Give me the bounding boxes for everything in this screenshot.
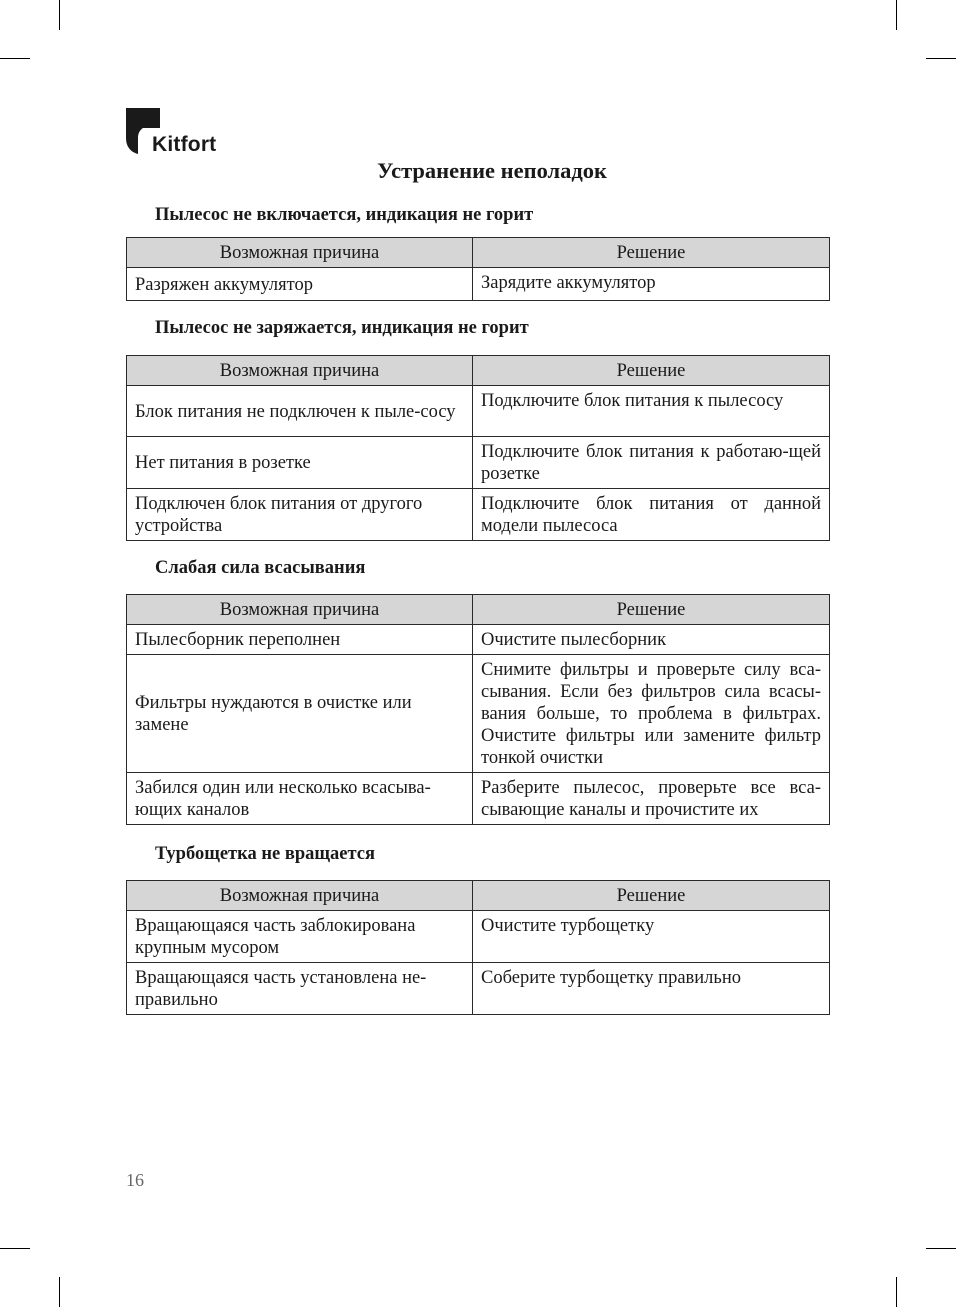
column-header-solution: Решение (473, 238, 830, 268)
section-title: Пылесос не включается, индикация не горит (155, 205, 534, 225)
solution-cell: Соберите турбощетку правильно (473, 963, 830, 1015)
table-row (127, 268, 830, 301)
table-header-row (127, 881, 830, 911)
table-row (127, 655, 830, 773)
crop-mark (59, 1277, 60, 1307)
crop-mark (926, 1248, 956, 1249)
troubleshooting-table (126, 880, 830, 1015)
brand-logo (126, 108, 236, 160)
cause-cell: Блок питания не подключен к пыле-сосу (127, 386, 473, 437)
table-row (127, 437, 830, 489)
column-header-cause: Возможная причина (127, 356, 473, 386)
cause-cell: Разряжен аккумулятор (127, 268, 473, 301)
solution-cell: Разберите пылесос, проверьте все вса-сывающие каналы и прочистите их (473, 773, 830, 825)
page-title: Устранение неполадок (377, 158, 607, 183)
table-row (127, 963, 830, 1015)
troubleshooting-table (126, 355, 830, 541)
table-row (127, 625, 830, 655)
cause-cell: Подключен блок питания от другого устройства (127, 489, 473, 541)
table-row (127, 911, 830, 963)
column-header-solution: Решение (473, 356, 830, 386)
cause-cell: Забился один или несколько всасыва-ющих каналов (127, 773, 473, 825)
page-number: 16 (126, 1170, 144, 1190)
brand-name: Kitfort (152, 133, 217, 156)
table-header-row (127, 238, 830, 268)
section-title: Турбощетка не вращается (155, 844, 376, 864)
column-header-cause: Возможная причина (127, 881, 473, 911)
cause-cell: Вращающаяся часть установлена не-правильно (127, 963, 473, 1015)
column-header-solution: Решение (473, 881, 830, 911)
column-header-cause: Возможная причина (127, 595, 473, 625)
solution-cell: Подключите блок питания к работаю-щей розетке (473, 437, 830, 489)
section-title: Слабая сила всасывания (155, 558, 366, 578)
crop-mark (896, 1277, 897, 1307)
cause-cell: Вращающаяся часть заблокирована крупным мусором (127, 911, 473, 963)
crop-mark (896, 0, 897, 30)
solution-cell: Подключите блок питания от данной модели пылесоса (473, 489, 830, 541)
crop-mark (59, 0, 60, 30)
section-title: Пылесос не заряжается, индикация не горит (155, 318, 529, 338)
cause-cell: Нет питания в розетке (127, 437, 473, 489)
cause-cell: Фильтры нуждаются в очистке или замене (127, 655, 473, 773)
column-header-cause: Возможная причина (127, 238, 473, 268)
table-row (127, 773, 830, 825)
solution-cell: Зарядите аккумулятор (473, 268, 830, 301)
crop-mark (0, 58, 30, 59)
table-row (127, 386, 830, 437)
table-row (127, 489, 830, 541)
crop-mark (0, 1248, 30, 1249)
solution-cell: Снимите фильтры и проверьте силу вса-сывания. Если без фильтров сила всасы-вания больше, то проблема в фильтрах. Очистите фильтры или замените фильтр тонкой очистки (473, 655, 830, 773)
troubleshooting-table (126, 237, 830, 301)
solution-cell: Подключите блок питания к пылесосу (473, 386, 830, 437)
solution-cell: Очистите пылесборник (473, 625, 830, 655)
column-header-solution: Решение (473, 595, 830, 625)
table-header-row (127, 356, 830, 386)
table-header-row (127, 595, 830, 625)
cause-cell: Пылесборник переполнен (127, 625, 473, 655)
crop-mark (926, 58, 956, 59)
solution-cell: Очистите турбощетку (473, 911, 830, 963)
troubleshooting-table (126, 594, 830, 825)
